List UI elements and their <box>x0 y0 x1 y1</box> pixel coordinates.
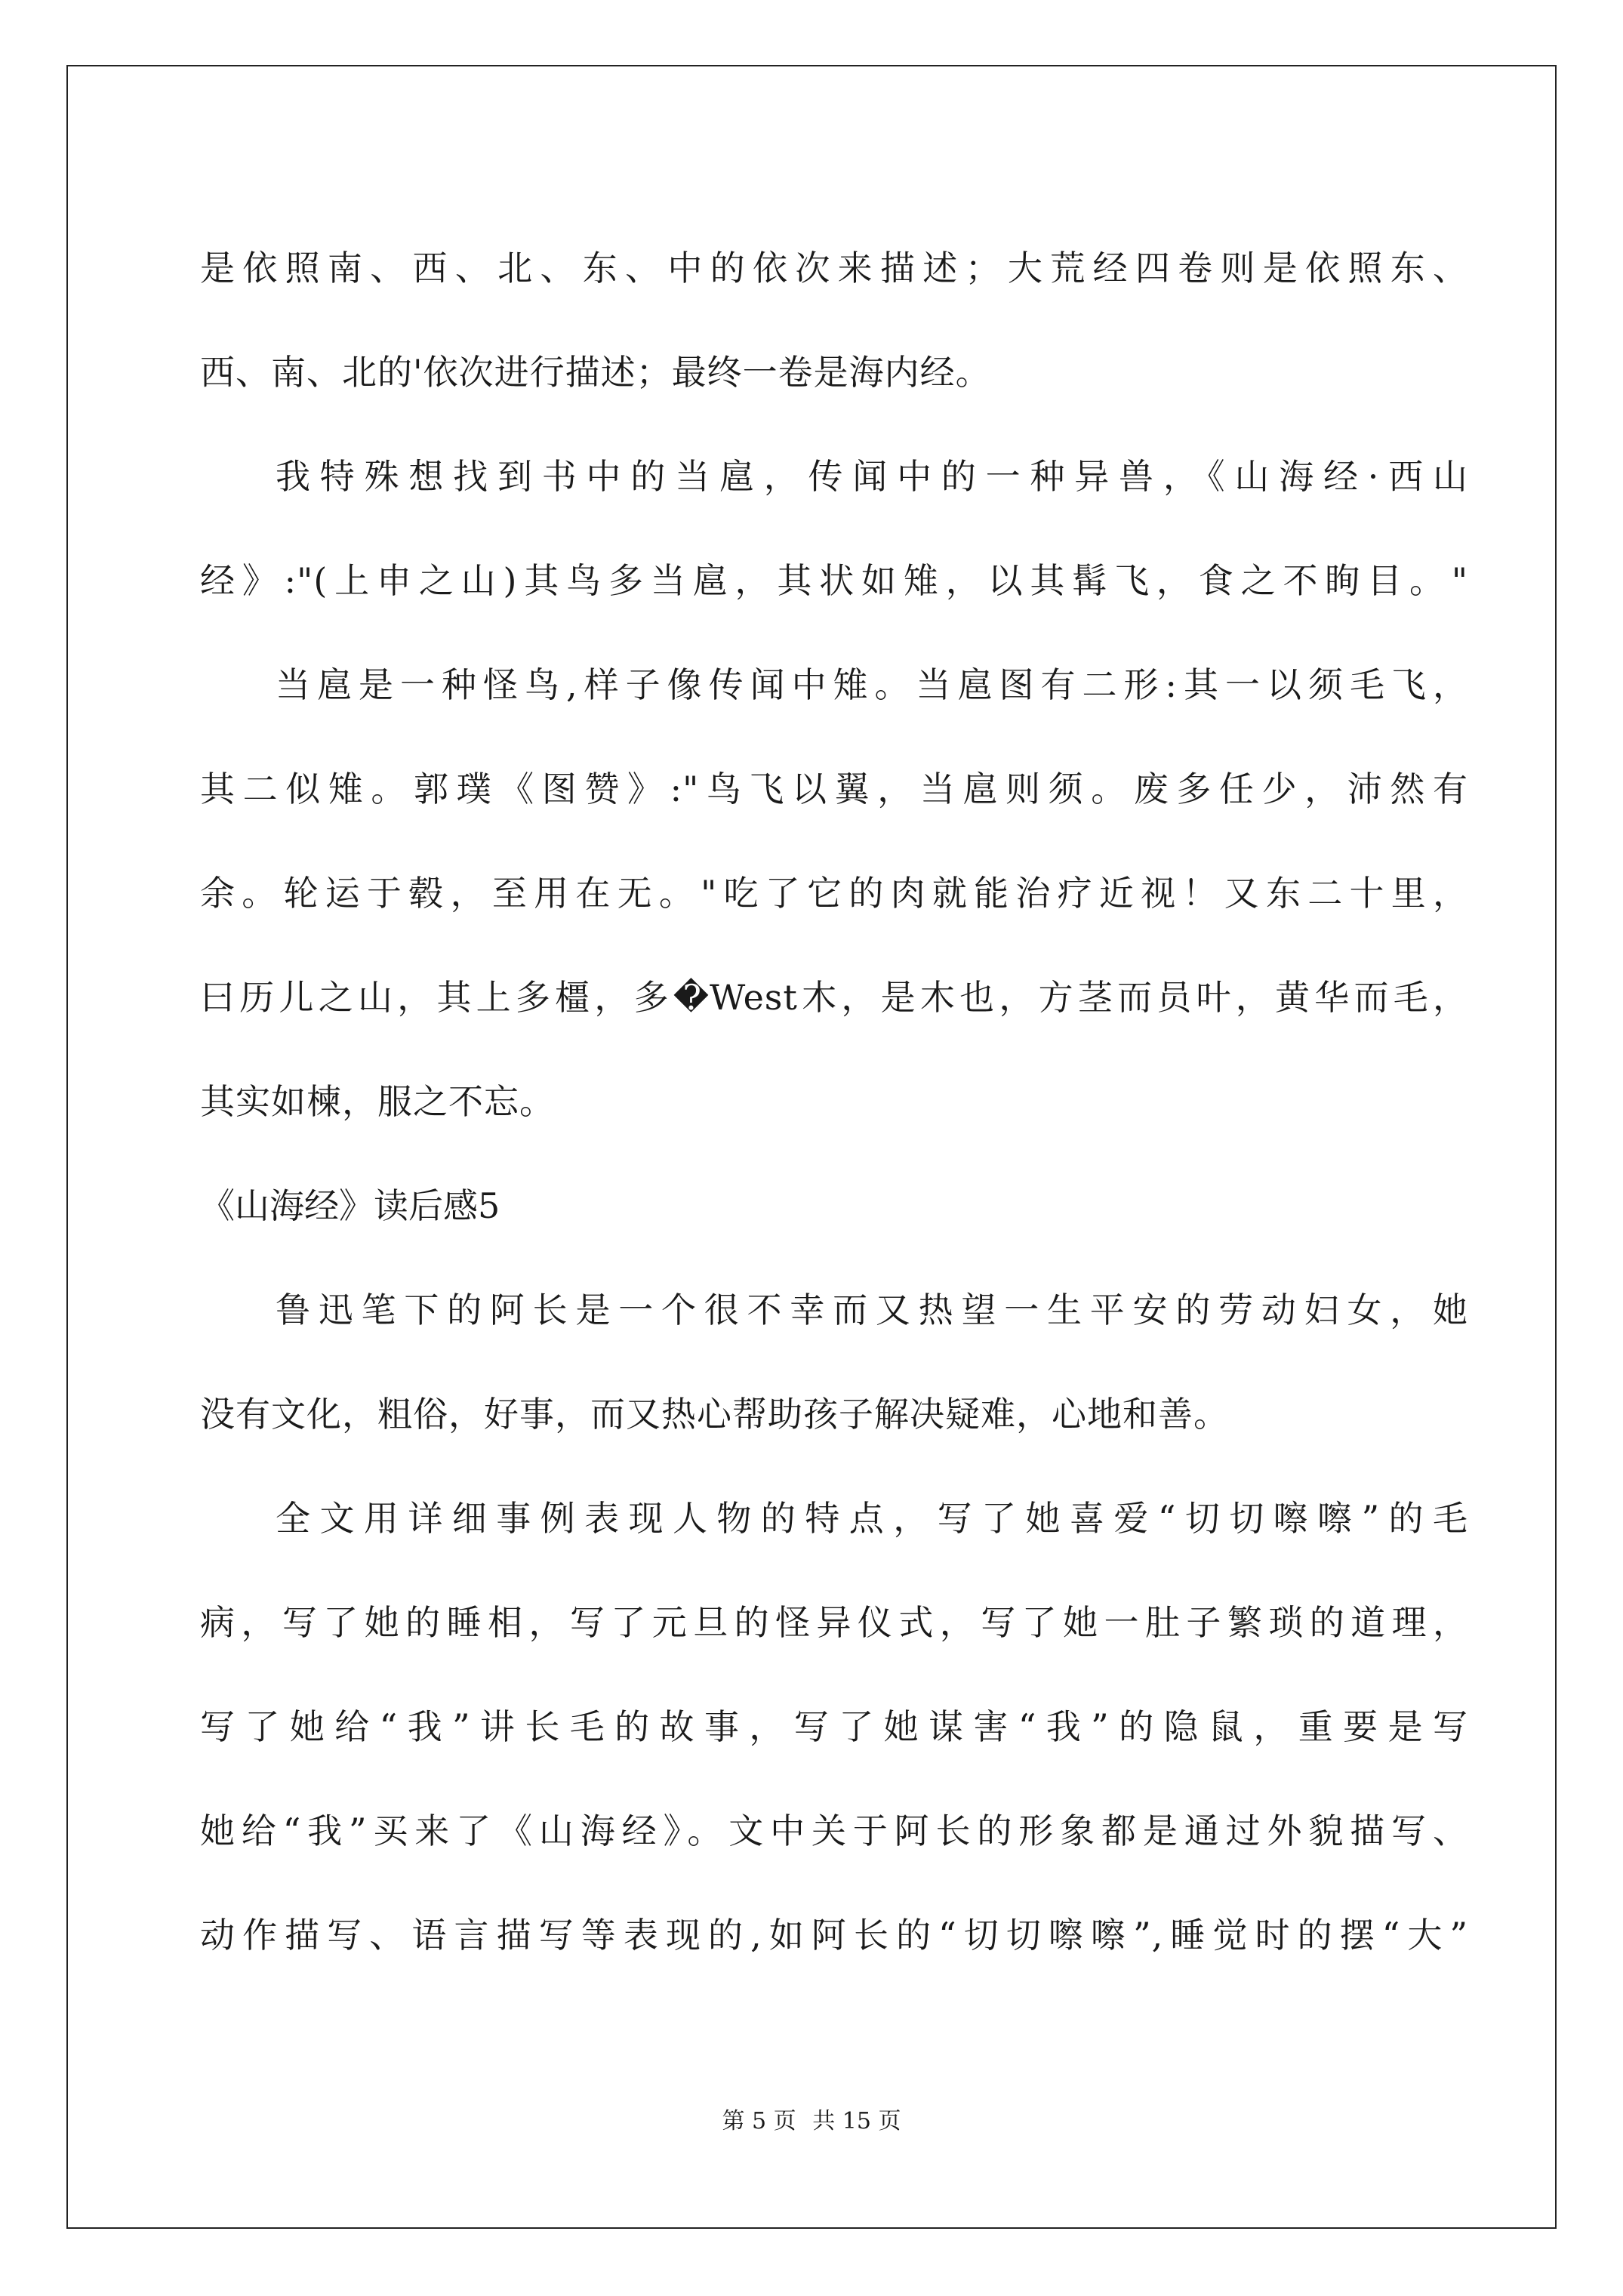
text-line: 我特殊想找到书中的当扈，传闻中的一种异兽，《山海经·西山 <box>276 456 1468 497</box>
text-line: 其实如楝，服之不忘。 <box>200 1081 555 1122</box>
document-body <box>200 216 1468 1987</box>
page-total: 共 15 页 <box>812 2108 901 2134</box>
text-line: 写了她给“我”讲长毛的故事，写了她谋害“我”的隐鼠，重要是写 <box>200 1706 1468 1747</box>
text-line: 经》:"(上申之山)其鸟多当扈，其状如雉，以其髯飞，食之不眴目。" <box>200 560 1468 601</box>
text-line: 当扈是一种怪鸟,样子像传闻中雉。当扈图有二形:其一以须毛飞， <box>276 664 1468 705</box>
text-line: 是依照南、西、北、东、中的依次来描述；大荒经四卷则是依照东、 <box>200 248 1468 288</box>
text-line: 鲁迅笔下的阿长是一个很不幸而又热望一生平安的劳动妇女，她 <box>276 1290 1468 1330</box>
text-line: 其二似雉。郭璞《图赞》:"鸟飞以翼，当扈则须。废多任少，沛然有 <box>200 769 1468 809</box>
page-number: 第 5 页 <box>722 2108 796 2134</box>
text-line: 全文用详细事例表现人物的特点，写了她喜爱“切切嚓嚓”的毛 <box>276 1498 1468 1539</box>
text-line: 病，写了她的睡相，写了元旦的怪异仪式，写了她一肚子繁琐的道理， <box>200 1602 1468 1643</box>
text-line: 没有文化，粗俗，好事，而又热心帮助孩子解决疑难，心地和善。 <box>200 1394 1229 1435</box>
text-line: 西、南、北的'依次进行描述；最终一卷是海内经。 <box>200 352 991 393</box>
text-line: 曰历儿之山，其上多橿，多�West木，是木也，方茎而员叶，黄华而毛， <box>200 977 1468 1018</box>
text-line: 动作描写、语言描写等表现的,如阿长的“切切嚓嚓”,睡觉时的摆“大” <box>200 1915 1468 1955</box>
text-line: 她给“我”买来了《山海经》。文中关于阿长的形象都是通过外貌描写、 <box>200 1811 1468 1851</box>
page-footer <box>0 2102 1623 2135</box>
text-line: 余。轮运于毂，至用在无。"吃了它的肉就能治疗近视！又东二十里， <box>200 873 1468 914</box>
section-heading: 《山海经》读后感5 <box>200 1185 500 1226</box>
